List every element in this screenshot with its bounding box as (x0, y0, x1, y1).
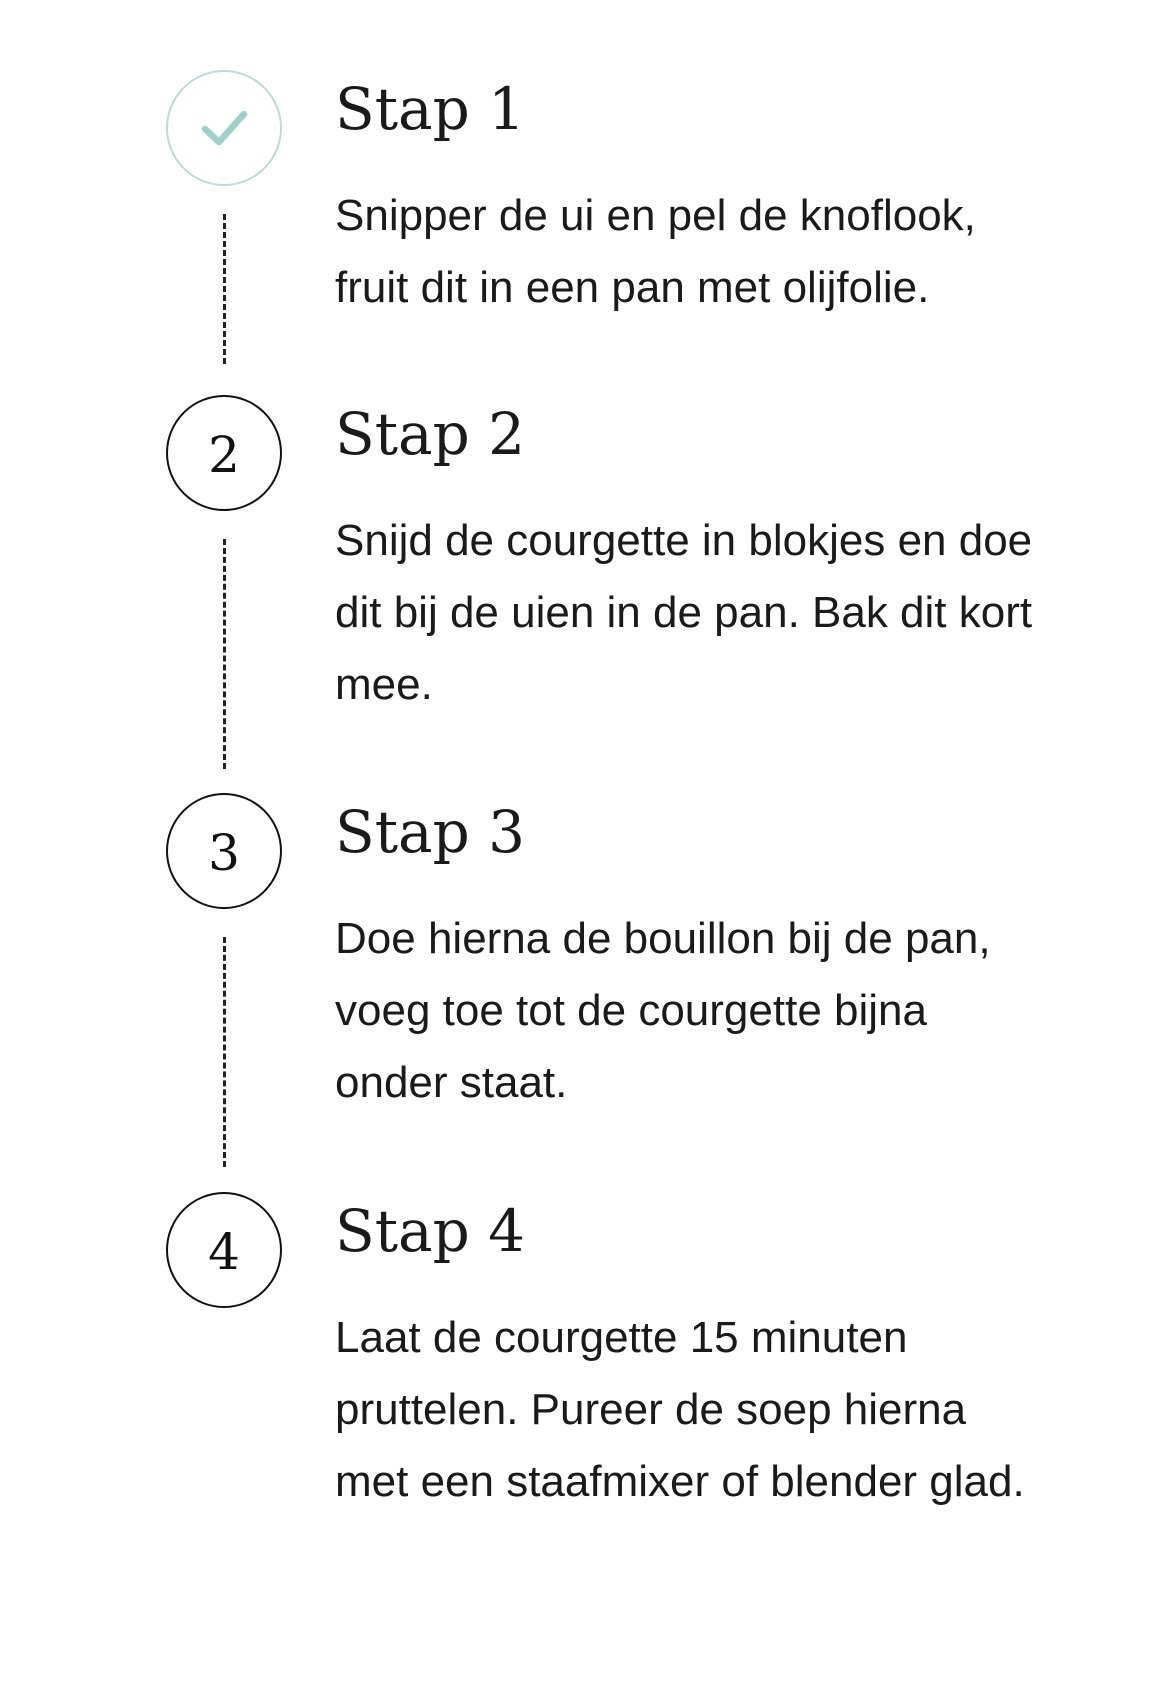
step-3-number: 3 (208, 824, 240, 882)
step-3-text: Doe hierna de bouillon bij de pan, voeg toe tot de courgette bijna onder staat. (335, 914, 991, 1107)
step-3-title: Stap 3 (335, 798, 526, 866)
step-2-marker (166, 395, 282, 511)
step-4-text: Laat de courgette 15 minuten pruttelen. Pureer de soep hierna met een staafmixer of blender glad. (335, 1313, 1025, 1506)
step-1-title: Stap 1 (335, 75, 526, 143)
step-connector (223, 937, 226, 1167)
step-4-number: 4 (208, 1223, 240, 1281)
step-connector (223, 214, 226, 364)
step-3-marker (166, 793, 282, 909)
step-2-text: Snijd de courgette in blokjes en doe dit bij de uien in de pan. Bak dit kort mee. (335, 516, 1033, 709)
step-connector (223, 539, 226, 769)
step-4-marker (166, 1192, 282, 1308)
step-2-number: 2 (208, 426, 240, 484)
step-4-title: Stap 4 (335, 1197, 526, 1265)
step-1-marker (166, 70, 282, 186)
check-icon (195, 99, 253, 157)
step-1-text: Snipper de ui en pel de knoflook, fruit dit in een pan met olijfolie. (335, 191, 976, 312)
step-2-title: Stap 2 (335, 400, 526, 468)
